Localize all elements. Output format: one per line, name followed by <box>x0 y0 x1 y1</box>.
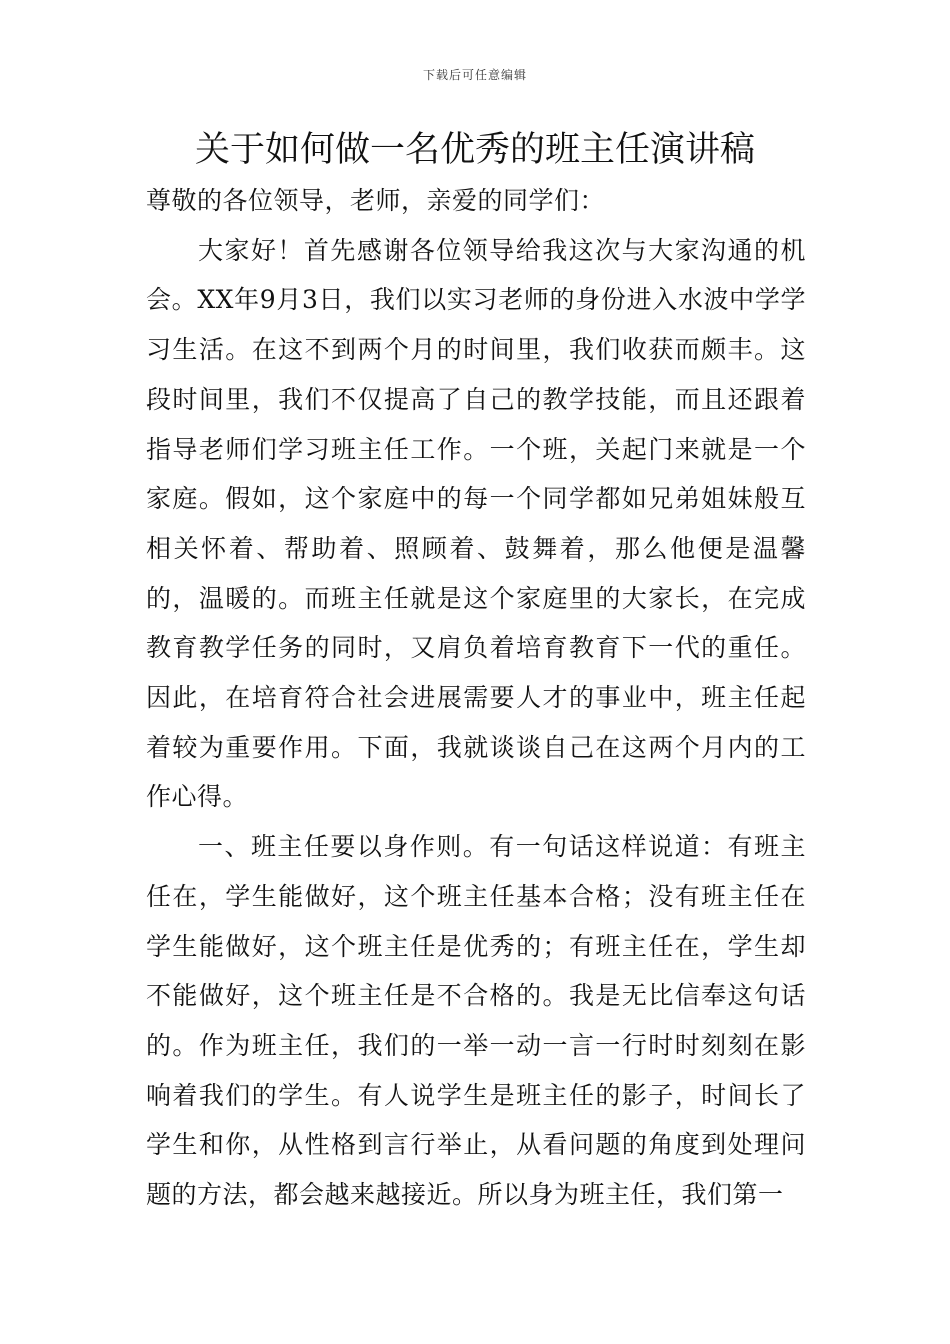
salutation: 尊敬的各位领导，老师，亲爱的同学们： <box>146 186 606 215</box>
paragraph-point-one: 一、班主任要以身作则。有一句话这样说道：有班主任在，学生能做好，这个班主任基本合格；没有班主任在学生能做好，这个班主任是优秀的；有班主任在，学生却不能做好，这个班主任是不合格的。我是无比信奉这句话的。作为班主任，我们的一举一动一言一行时时刻刻在影响着我们的学生。有人说学生是班主任的影子，时间长了学生和你，从性格到言行举止，从看问题的角度到处理问题的方法，都会越来越接近。所以身为班主任，我们第一 <box>146 832 806 1210</box>
header-note: 下载后可任意编辑 <box>422 68 527 82</box>
document-body <box>146 176 806 1220</box>
paragraph-intro: 大家好！首先感谢各位领导给我这次与大家沟通的机会。XX年9月3日，我们以实习老师的身份进入水波中学学习生活。在这不到两个月的时间里，我们收获而颇丰。这段时间里，我们不仅提高了自己的教学技能，而且还跟着指导老师们学习班主任工作。一个班，关起门来就是一个家庭。假如，这个家庭中的每一个同学都如兄弟姐妹般互相关怀着、帮助着、照顾着、鼓舞着，那么他便是温馨的，温暖的。而班主任就是这个家庭里的大家长，在完成教育教学任务的同时，又肩负着培育教育下一代的重任。因此，在培育符合社会进展需要人才的事业中，班主任起着较为重要作用。下面，我就谈谈自己在这两个月内的工作心得。 <box>146 235 806 812</box>
document-title: 关于如何做一名优秀的班主任演讲稿 <box>194 130 755 170</box>
